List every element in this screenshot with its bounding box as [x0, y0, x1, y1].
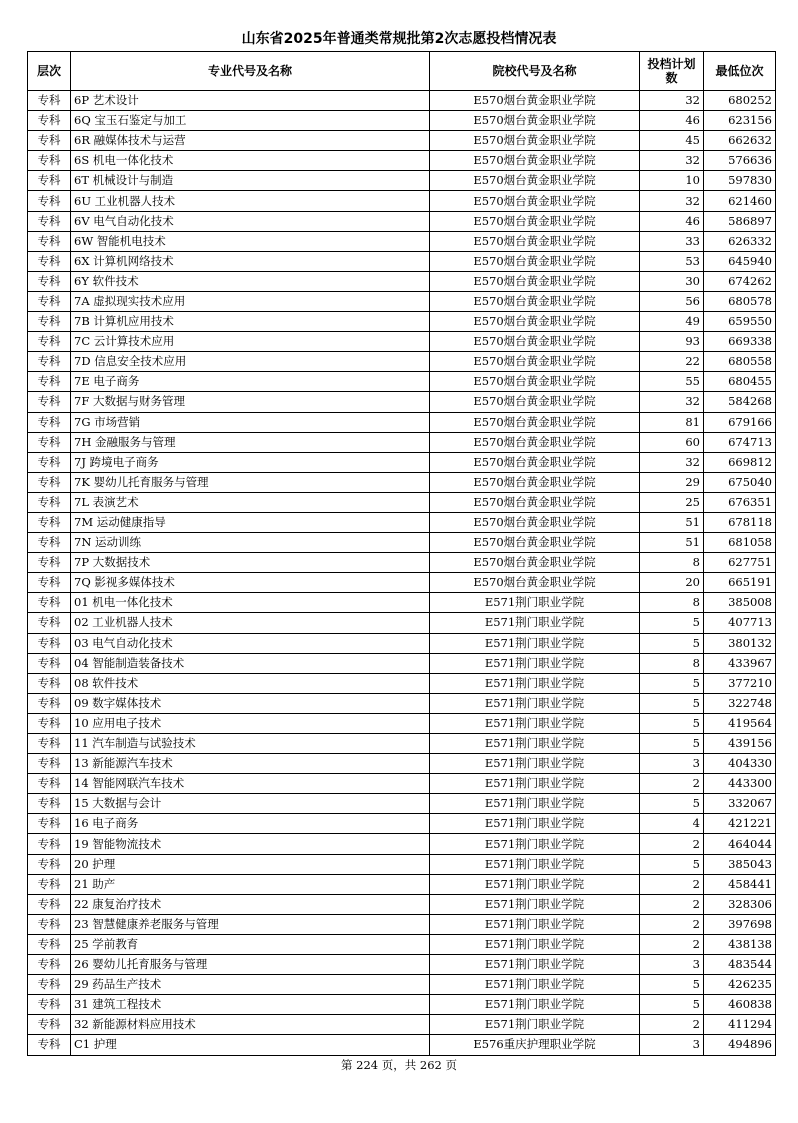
cell-school: E571荆门职业学院 — [430, 794, 640, 814]
table-row — [28, 734, 776, 754]
table-row — [28, 312, 776, 332]
cell-major: 7H 金融服务与管理 — [71, 432, 430, 452]
cell-plan: 33 — [640, 231, 704, 251]
cell-major: 6T 机械设计与制造 — [71, 171, 430, 191]
table-row — [28, 713, 776, 733]
cell-school: E571荆门职业学院 — [430, 814, 640, 834]
cell-plan: 51 — [640, 533, 704, 553]
cell-school: E570烟台黄金职业学院 — [430, 151, 640, 171]
cell-school: E570烟台黄金职业学院 — [430, 111, 640, 131]
cell-school: E570烟台黄金职业学院 — [430, 312, 640, 332]
cell-major: 16 电子商务 — [71, 814, 430, 834]
cell-school: E570烟台黄金职业学院 — [430, 251, 640, 271]
cell-major: 32 新能源材料应用技术 — [71, 1015, 430, 1035]
table-row — [28, 271, 776, 291]
cell-rank: 662632 — [704, 131, 776, 151]
cell-rank: 328306 — [704, 894, 776, 914]
cell-rank: 433967 — [704, 653, 776, 673]
cell-level: 专科 — [28, 492, 71, 512]
cell-rank: 385043 — [704, 854, 776, 874]
cell-school: E570烟台黄金职业学院 — [430, 492, 640, 512]
cell-plan: 51 — [640, 512, 704, 532]
cell-level: 专科 — [28, 452, 71, 472]
cell-school: E571荆门职业学院 — [430, 995, 640, 1015]
cell-rank: 494896 — [704, 1035, 776, 1055]
cell-school: E571荆门职业学院 — [430, 975, 640, 995]
cell-plan: 5 — [640, 693, 704, 713]
cell-level: 专科 — [28, 794, 71, 814]
cell-school: E571荆门职业学院 — [430, 734, 640, 754]
table-row — [28, 291, 776, 311]
cell-plan: 3 — [640, 754, 704, 774]
cell-rank: 679166 — [704, 412, 776, 432]
cell-plan: 32 — [640, 151, 704, 171]
cell-level: 专科 — [28, 251, 71, 271]
cell-school: E571荆门职业学院 — [430, 774, 640, 794]
cell-major: 6U 工业机器人技术 — [71, 191, 430, 211]
cell-level: 专科 — [28, 111, 71, 131]
cell-school: E570烟台黄金职业学院 — [430, 412, 640, 432]
table-row — [28, 593, 776, 613]
cell-rank: 680558 — [704, 352, 776, 372]
table-row — [28, 171, 776, 191]
table-row — [28, 512, 776, 532]
table-row — [28, 1015, 776, 1035]
cell-major: 21 助产 — [71, 874, 430, 894]
cell-school: E570烟台黄金职业学院 — [430, 332, 640, 352]
cell-rank: 421221 — [704, 814, 776, 834]
cell-level: 专科 — [28, 774, 71, 794]
cell-major: 13 新能源汽车技术 — [71, 754, 430, 774]
table-row — [28, 111, 776, 131]
table-row — [28, 332, 776, 352]
cell-school: E571荆门职业学院 — [430, 854, 640, 874]
table-row — [28, 1035, 776, 1055]
cell-major: 6P 艺术设计 — [71, 91, 430, 111]
cell-plan: 3 — [640, 955, 704, 975]
cell-level: 专科 — [28, 231, 71, 251]
cell-level: 专科 — [28, 432, 71, 452]
cell-school: E576重庆护理职业学院 — [430, 1035, 640, 1055]
cell-major: 7G 市场营销 — [71, 412, 430, 432]
cell-major: 6Q 宝玉石鉴定与加工 — [71, 111, 430, 131]
table-row — [28, 633, 776, 653]
cell-level: 专科 — [28, 874, 71, 894]
cell-rank: 439156 — [704, 734, 776, 754]
cell-major: 6S 机电一体化技术 — [71, 151, 430, 171]
cell-rank: 576636 — [704, 151, 776, 171]
cell-level: 专科 — [28, 372, 71, 392]
cell-major: 7A 虚拟现实技术应用 — [71, 291, 430, 311]
cell-major: 26 婴幼儿托育服务与管理 — [71, 955, 430, 975]
cell-school: E571荆门职业学院 — [430, 593, 640, 613]
cell-school: E571荆门职业学院 — [430, 713, 640, 733]
cell-school: E570烟台黄金职业学院 — [430, 533, 640, 553]
table-header — [28, 52, 776, 91]
cell-rank: 621460 — [704, 191, 776, 211]
table-row — [28, 452, 776, 472]
cell-school: E570烟台黄金职业学院 — [430, 372, 640, 392]
table-row — [28, 91, 776, 111]
cell-major: 6X 计算机网络技术 — [71, 251, 430, 271]
cell-major: 23 智慧健康养老服务与管理 — [71, 914, 430, 934]
cell-level: 专科 — [28, 633, 71, 653]
table-row — [28, 814, 776, 834]
cell-school: E571荆门职业学院 — [430, 693, 640, 713]
cell-level: 专科 — [28, 573, 71, 593]
cell-rank: 407713 — [704, 613, 776, 633]
page-title: 山东省2025年普通类常规批第2次志愿投档情况表 — [241, 31, 557, 47]
cell-plan: 45 — [640, 131, 704, 151]
cell-rank: 464044 — [704, 834, 776, 854]
cell-rank: 674262 — [704, 271, 776, 291]
table-row — [28, 211, 776, 231]
cell-school: E571荆门职业学院 — [430, 633, 640, 653]
cell-plan: 46 — [640, 211, 704, 231]
cell-level: 专科 — [28, 995, 71, 1015]
cell-rank: 669812 — [704, 452, 776, 472]
cell-major: 7Q 影视多媒体技术 — [71, 573, 430, 593]
cell-school: E570烟台黄金职业学院 — [430, 553, 640, 573]
cell-school: E570烟台黄金职业学院 — [430, 392, 640, 412]
table-row — [28, 472, 776, 492]
cell-major: 6Y 软件技术 — [71, 271, 430, 291]
cell-level: 专科 — [28, 834, 71, 854]
cell-plan: 5 — [640, 613, 704, 633]
cell-school: E570烟台黄金职业学院 — [430, 231, 640, 251]
cell-level: 专科 — [28, 854, 71, 874]
cell-plan: 30 — [640, 271, 704, 291]
cell-level: 专科 — [28, 553, 71, 573]
table-row — [28, 553, 776, 573]
cell-plan: 20 — [640, 573, 704, 593]
table-row — [28, 231, 776, 251]
table-row — [28, 995, 776, 1015]
cell-plan: 5 — [640, 633, 704, 653]
cell-rank: 380132 — [704, 633, 776, 653]
cell-level: 专科 — [28, 975, 71, 995]
cell-level: 专科 — [28, 693, 71, 713]
table-row — [28, 693, 776, 713]
cell-major: C1 护理 — [71, 1035, 430, 1055]
cell-rank: 586897 — [704, 211, 776, 231]
cell-rank: 377210 — [704, 673, 776, 693]
cell-level: 专科 — [28, 1015, 71, 1035]
admission-table — [27, 51, 776, 1056]
cell-rank: 483544 — [704, 955, 776, 975]
cell-school: E570烟台黄金职业学院 — [430, 191, 640, 211]
cell-level: 专科 — [28, 894, 71, 914]
cell-rank: 680455 — [704, 372, 776, 392]
cell-plan: 81 — [640, 412, 704, 432]
cell-major: 04 智能制造装备技术 — [71, 653, 430, 673]
cell-plan: 2 — [640, 774, 704, 794]
cell-level: 专科 — [28, 131, 71, 151]
cell-level: 专科 — [28, 412, 71, 432]
cell-school: E571荆门职业学院 — [430, 914, 640, 934]
table-row — [28, 372, 776, 392]
table-row — [28, 573, 776, 593]
cell-level: 专科 — [28, 653, 71, 673]
table-row — [28, 754, 776, 774]
cell-major: 02 工业机器人技术 — [71, 613, 430, 633]
cell-level: 专科 — [28, 814, 71, 834]
cell-rank: 332067 — [704, 794, 776, 814]
cell-level: 专科 — [28, 914, 71, 934]
table-row — [28, 975, 776, 995]
cell-school: E570烟台黄金职业学院 — [430, 452, 640, 472]
cell-plan: 29 — [640, 472, 704, 492]
cell-plan: 10 — [640, 171, 704, 191]
cell-plan: 53 — [640, 251, 704, 271]
table-body — [28, 91, 776, 1056]
header-rank: 最低位次 — [704, 52, 776, 91]
table-row — [28, 653, 776, 673]
cell-level: 专科 — [28, 1035, 71, 1055]
header-plan: 投档计划数 — [640, 52, 704, 91]
cell-school: E571荆门职业学院 — [430, 673, 640, 693]
cell-level: 专科 — [28, 472, 71, 492]
cell-rank: 626332 — [704, 231, 776, 251]
cell-plan: 32 — [640, 392, 704, 412]
cell-major: 22 康复治疗技术 — [71, 894, 430, 914]
cell-plan: 25 — [640, 492, 704, 512]
cell-school: E570烟台黄金职业学院 — [430, 472, 640, 492]
cell-school: E570烟台黄金职业学院 — [430, 573, 640, 593]
cell-plan: 93 — [640, 332, 704, 352]
cell-rank: 404330 — [704, 754, 776, 774]
cell-rank: 680578 — [704, 291, 776, 311]
cell-plan: 5 — [640, 713, 704, 733]
cell-level: 专科 — [28, 955, 71, 975]
cell-school: E571荆门职业学院 — [430, 754, 640, 774]
cell-plan: 5 — [640, 995, 704, 1015]
cell-major: 6W 智能机电技术 — [71, 231, 430, 251]
table-row — [28, 934, 776, 954]
table-row — [28, 613, 776, 633]
cell-major: 7P 大数据技术 — [71, 553, 430, 573]
cell-plan: 8 — [640, 653, 704, 673]
cell-major: 09 数字媒体技术 — [71, 693, 430, 713]
cell-school: E570烟台黄金职业学院 — [430, 291, 640, 311]
cell-plan: 2 — [640, 894, 704, 914]
cell-major: 15 大数据与会计 — [71, 794, 430, 814]
cell-major: 7F 大数据与财务管理 — [71, 392, 430, 412]
table-row — [28, 794, 776, 814]
cell-plan: 32 — [640, 191, 704, 211]
cell-rank: 675040 — [704, 472, 776, 492]
header-school: 院校代号及名称 — [430, 52, 640, 91]
cell-plan: 2 — [640, 874, 704, 894]
cell-major: 14 智能网联汽车技术 — [71, 774, 430, 794]
cell-plan: 2 — [640, 834, 704, 854]
cell-level: 专科 — [28, 332, 71, 352]
table-row — [28, 131, 776, 151]
cell-rank: 676351 — [704, 492, 776, 512]
cell-school: E570烟台黄金职业学院 — [430, 352, 640, 372]
table-row — [28, 874, 776, 894]
cell-rank: 680252 — [704, 91, 776, 111]
cell-plan: 2 — [640, 1015, 704, 1035]
cell-rank: 627751 — [704, 553, 776, 573]
cell-level: 专科 — [28, 151, 71, 171]
cell-major: 08 软件技术 — [71, 673, 430, 693]
cell-level: 专科 — [28, 211, 71, 231]
cell-rank: 322748 — [704, 693, 776, 713]
cell-level: 专科 — [28, 673, 71, 693]
cell-level: 专科 — [28, 91, 71, 111]
cell-level: 专科 — [28, 713, 71, 733]
cell-school: E570烟台黄金职业学院 — [430, 211, 640, 231]
cell-rank: 645940 — [704, 251, 776, 271]
cell-plan: 46 — [640, 111, 704, 131]
cell-plan: 3 — [640, 1035, 704, 1055]
cell-level: 专科 — [28, 191, 71, 211]
cell-plan: 8 — [640, 553, 704, 573]
cell-school: E570烟台黄金职业学院 — [430, 171, 640, 191]
cell-major: 20 护理 — [71, 854, 430, 874]
table-row — [28, 191, 776, 211]
table-row — [28, 492, 776, 512]
cell-major: 10 应用电子技术 — [71, 713, 430, 733]
cell-plan: 55 — [640, 372, 704, 392]
cell-major: 7M 运动健康指导 — [71, 512, 430, 532]
table-row — [28, 673, 776, 693]
cell-rank: 597830 — [704, 171, 776, 191]
cell-school: E571荆门职业学院 — [430, 934, 640, 954]
page-footer: 第 224 页，共 262 页 — [340, 1058, 458, 1072]
cell-major: 7E 电子商务 — [71, 372, 430, 392]
cell-level: 专科 — [28, 512, 71, 532]
cell-school: E570烟台黄金职业学院 — [430, 432, 640, 452]
cell-plan: 5 — [640, 854, 704, 874]
cell-major: 25 学前教育 — [71, 934, 430, 954]
table-row — [28, 533, 776, 553]
cell-rank: 674713 — [704, 432, 776, 452]
cell-major: 31 建筑工程技术 — [71, 995, 430, 1015]
cell-rank: 460838 — [704, 995, 776, 1015]
cell-level: 专科 — [28, 271, 71, 291]
header-level: 层次 — [28, 52, 71, 91]
cell-level: 专科 — [28, 593, 71, 613]
cell-school: E570烟台黄金职业学院 — [430, 131, 640, 151]
table-row — [28, 352, 776, 372]
cell-major: 11 汽车制造与试验技术 — [71, 734, 430, 754]
cell-level: 专科 — [28, 312, 71, 332]
cell-rank: 669338 — [704, 332, 776, 352]
cell-major: 7J 跨境电子商务 — [71, 452, 430, 472]
cell-plan: 2 — [640, 914, 704, 934]
header-row — [28, 52, 776, 91]
cell-major: 7L 表演艺术 — [71, 492, 430, 512]
cell-major: 29 药品生产技术 — [71, 975, 430, 995]
cell-major: 03 电气自动化技术 — [71, 633, 430, 653]
header-major: 专业代号及名称 — [71, 52, 430, 91]
table-row — [28, 151, 776, 171]
cell-school: E571荆门职业学院 — [430, 834, 640, 854]
cell-rank: 681058 — [704, 533, 776, 553]
cell-rank: 438138 — [704, 934, 776, 954]
cell-plan: 5 — [640, 975, 704, 995]
cell-level: 专科 — [28, 613, 71, 633]
cell-plan: 49 — [640, 312, 704, 332]
cell-school: E571荆门职业学院 — [430, 653, 640, 673]
table-row — [28, 914, 776, 934]
cell-level: 专科 — [28, 291, 71, 311]
cell-rank: 659550 — [704, 312, 776, 332]
cell-rank: 665191 — [704, 573, 776, 593]
cell-rank: 678118 — [704, 512, 776, 532]
cell-major: 7D 信息安全技术应用 — [71, 352, 430, 372]
cell-major: 7N 运动训练 — [71, 533, 430, 553]
table-row — [28, 251, 776, 271]
cell-level: 专科 — [28, 934, 71, 954]
table-row — [28, 432, 776, 452]
cell-level: 专科 — [28, 754, 71, 774]
cell-school: E571荆门职业学院 — [430, 955, 640, 975]
cell-rank: 458441 — [704, 874, 776, 894]
cell-major: 7B 计算机应用技术 — [71, 312, 430, 332]
cell-school: E571荆门职业学院 — [430, 613, 640, 633]
cell-plan: 2 — [640, 934, 704, 954]
table-row — [28, 955, 776, 975]
cell-school: E571荆门职业学院 — [430, 894, 640, 914]
table-row — [28, 854, 776, 874]
cell-school: E570烟台黄金职业学院 — [430, 91, 640, 111]
cell-plan: 32 — [640, 91, 704, 111]
cell-rank: 411294 — [704, 1015, 776, 1035]
cell-plan: 4 — [640, 814, 704, 834]
table-row — [28, 834, 776, 854]
cell-school: E570烟台黄金职业学院 — [430, 512, 640, 532]
cell-level: 专科 — [28, 352, 71, 372]
cell-plan: 8 — [640, 593, 704, 613]
cell-plan: 56 — [640, 291, 704, 311]
cell-plan: 5 — [640, 734, 704, 754]
cell-rank: 443300 — [704, 774, 776, 794]
table-row — [28, 894, 776, 914]
cell-rank: 584268 — [704, 392, 776, 412]
cell-plan: 5 — [640, 794, 704, 814]
cell-plan: 22 — [640, 352, 704, 372]
cell-plan: 32 — [640, 452, 704, 472]
table-row — [28, 774, 776, 794]
cell-major: 7C 云计算技术应用 — [71, 332, 430, 352]
cell-school: E570烟台黄金职业学院 — [430, 271, 640, 291]
cell-level: 专科 — [28, 533, 71, 553]
cell-level: 专科 — [28, 734, 71, 754]
cell-school: E571荆门职业学院 — [430, 874, 640, 894]
table-row — [28, 412, 776, 432]
cell-level: 专科 — [28, 171, 71, 191]
cell-major: 6R 融媒体技术与运营 — [71, 131, 430, 151]
cell-major: 6V 电气自动化技术 — [71, 211, 430, 231]
cell-rank: 397698 — [704, 914, 776, 934]
cell-major: 7K 婴幼儿托育服务与管理 — [71, 472, 430, 492]
table-row — [28, 392, 776, 412]
cell-level: 专科 — [28, 392, 71, 412]
cell-plan: 5 — [640, 673, 704, 693]
cell-rank: 419564 — [704, 713, 776, 733]
cell-major: 19 智能物流技术 — [71, 834, 430, 854]
cell-plan: 60 — [640, 432, 704, 452]
cell-rank: 426235 — [704, 975, 776, 995]
cell-rank: 623156 — [704, 111, 776, 131]
cell-rank: 385008 — [704, 593, 776, 613]
cell-major: 01 机电一体化技术 — [71, 593, 430, 613]
cell-school: E571荆门职业学院 — [430, 1015, 640, 1035]
